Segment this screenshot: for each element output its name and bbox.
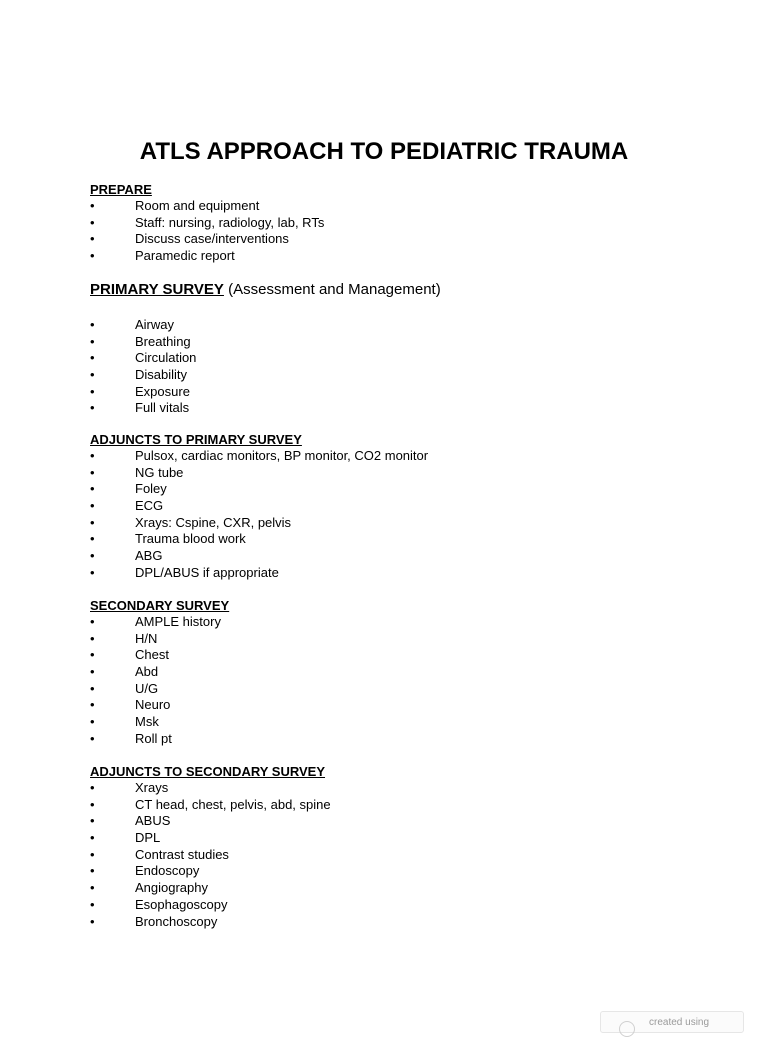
list-item-text: Abd: [135, 664, 159, 680]
bullet-icon: •: [90, 448, 95, 463]
bullet-icon: •: [90, 481, 95, 497]
circle-logo-icon: [619, 1021, 635, 1037]
created-using-text: created using: [649, 1017, 710, 1028]
bullet-icon: •: [90, 630, 95, 646]
bullet-icon: •: [90, 400, 95, 416]
list-item: [90, 198, 710, 215]
list-item: [90, 780, 710, 797]
bullet-icon: •: [90, 647, 95, 663]
list-item: [90, 914, 710, 931]
list-item-text: Contrast studies: [135, 846, 229, 862]
bullet-icon: •: [90, 614, 95, 629]
list-item-text: Disability: [135, 367, 188, 383]
list-item-text: Breathing: [135, 333, 191, 349]
list-item: [90, 847, 710, 864]
list-item: [90, 647, 710, 664]
list-item: [90, 515, 710, 532]
list-item: [90, 465, 710, 482]
section-adjuncts-secondary: [90, 764, 710, 930]
list-item-text: ECG: [135, 498, 164, 514]
list-item-text: Foley: [135, 481, 167, 497]
bullet-icon: •: [90, 714, 95, 730]
list-item-text: ABG: [135, 548, 163, 564]
bullet-icon: •: [90, 350, 95, 366]
list-item-text: Bronchoscopy: [135, 913, 218, 929]
bullet-icon: •: [90, 317, 95, 332]
section-heading: SECONDARY SURVEY: [90, 598, 230, 613]
list-item-text: Xrays: [135, 780, 169, 795]
list-item: [90, 614, 710, 631]
list-item-text: AMPLE history: [135, 614, 221, 629]
section-prepare: [90, 182, 710, 265]
bullet-icon: •: [90, 383, 95, 399]
list-item-text: Trauma blood work: [135, 531, 246, 547]
list-item: [90, 664, 710, 681]
list-item: [90, 631, 710, 648]
bullet-list: [90, 780, 710, 930]
list-item-text: Exposure: [135, 383, 190, 399]
bullet-icon: •: [90, 514, 95, 530]
list-item-text: Angiography: [135, 880, 208, 896]
list-item-text: Roll pt: [135, 730, 172, 746]
bullet-icon: •: [90, 333, 95, 349]
list-item: [90, 531, 710, 548]
list-item: [90, 897, 710, 914]
bullet-icon: •: [90, 564, 95, 580]
section-primary-survey: [90, 280, 710, 417]
bullet-icon: •: [90, 896, 95, 912]
bullet-icon: •: [90, 680, 95, 696]
bullet-icon: •: [90, 548, 95, 564]
list-item-text: H/N: [135, 630, 158, 646]
list-item: [90, 863, 710, 880]
bullet-icon: •: [90, 913, 95, 929]
list-item-text: Neuro: [135, 697, 171, 713]
bullet-list: [90, 614, 710, 748]
bullet-icon: •: [90, 464, 95, 480]
section-secondary-survey: [90, 598, 710, 748]
list-item-text: Circulation: [135, 350, 197, 366]
list-item-text: DPL: [135, 830, 161, 846]
list-item-text: NG tube: [135, 464, 184, 480]
list-item: [90, 215, 710, 232]
list-item-text: CT head, chest, pelvis, abd, spine: [135, 796, 331, 812]
bullet-icon: •: [90, 846, 95, 862]
bullet-icon: •: [90, 367, 95, 383]
list-item-text: Pulsox, cardiac monitors, BP monitor, CO2 monitor: [135, 448, 429, 463]
bullet-icon: •: [90, 796, 95, 812]
list-item: [90, 350, 710, 367]
list-item: [90, 565, 710, 582]
list-item: [90, 813, 710, 830]
list-item: [90, 498, 710, 515]
bullet-icon: •: [90, 198, 95, 213]
list-item: [90, 797, 710, 814]
list-item-text: Full vitals: [135, 400, 190, 416]
bullet-icon: •: [90, 214, 95, 230]
bullet-icon: •: [90, 531, 95, 547]
list-item: [90, 384, 710, 401]
list-item: [90, 317, 710, 334]
list-item: [90, 548, 710, 565]
section-heading: ADJUNCTS TO PRIMARY SURVEY: [90, 432, 302, 447]
section-adjuncts-primary: [90, 432, 710, 582]
list-item: [90, 731, 710, 748]
bullet-icon: •: [90, 880, 95, 896]
list-item: [90, 880, 710, 897]
list-item: [90, 714, 710, 731]
bullet-icon: •: [90, 248, 95, 264]
bullet-icon: •: [90, 231, 95, 247]
list-item-text: Esophagoscopy: [135, 896, 228, 912]
list-item-text: Msk: [135, 714, 159, 730]
bullet-icon: •: [90, 498, 95, 514]
list-item-text: U/G: [135, 680, 159, 696]
list-item: [90, 400, 710, 417]
bullet-icon: •: [90, 813, 95, 829]
list-item: [90, 448, 710, 465]
bullet-icon: •: [90, 830, 95, 846]
bullet-icon: •: [90, 863, 95, 879]
bullet-icon: •: [90, 697, 95, 713]
list-item-text: Staff: nursing, radiology, lab, RTs: [135, 214, 325, 230]
list-item: [90, 334, 710, 351]
document-title: ATLS APPROACH TO PEDIATRIC TRAUMA: [139, 138, 629, 165]
bullet-icon: •: [90, 780, 95, 795]
bullet-list: [90, 317, 710, 417]
list-item: [90, 830, 710, 847]
list-item: [90, 367, 710, 384]
section-heading-main: PRIMARY SURVEY: [90, 281, 224, 298]
list-item: [90, 681, 710, 698]
bullet-icon: •: [90, 664, 95, 680]
list-item-text: Chest: [135, 647, 169, 663]
list-item-text: Room and equipment: [135, 198, 260, 213]
list-item-text: Paramedic report: [135, 248, 235, 264]
list-item-text: Xrays: Cspine, CXR, pelvis: [135, 514, 292, 530]
bullet-list: [90, 198, 710, 265]
bullet-list: [90, 448, 710, 582]
list-item: [90, 248, 710, 265]
list-item: [90, 481, 710, 498]
list-item-text: Discuss case/interventions: [135, 231, 289, 247]
list-item: [90, 231, 710, 248]
bullet-icon: •: [90, 730, 95, 746]
section-heading-sub: (Assessment and Management): [223, 281, 441, 298]
section-heading: ADJUNCTS TO SECONDARY SURVEY: [90, 764, 326, 779]
list-item-text: Endoscopy: [135, 863, 200, 879]
created-using-badge[interactable]: [600, 1011, 744, 1033]
list-item-text: Airway: [135, 317, 175, 332]
list-item: [90, 697, 710, 714]
section-heading: PREPARE: [90, 182, 152, 197]
list-item-text: DPL/ABUS if appropriate: [135, 564, 279, 580]
section-heading: [90, 280, 710, 300]
list-item-text: ABUS: [135, 813, 171, 829]
